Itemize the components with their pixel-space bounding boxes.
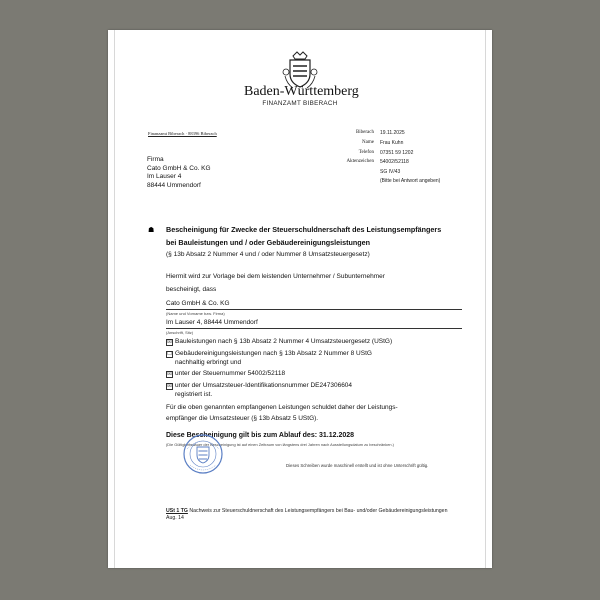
meta-label	[332, 169, 380, 175]
legal-reference: (§ 13b Absatz 2 Nummer 4 und / oder Nummer 8 Umsatzsteuergesetz)	[166, 251, 370, 258]
meta-row-file-number	[332, 159, 409, 165]
checkbox-label: unter der Steuernummer 54002/52118	[175, 370, 286, 377]
certificate-subtitle: bei Bauleistungen und / oder Gebäudereinigungsleistungen	[166, 238, 371, 247]
official-seal-icon	[182, 433, 224, 475]
machine-generated-note: Dieses Schreiben wurde maschinell erstellt und ist ohne Unterschrift gültig.	[286, 463, 429, 468]
intro-text-cont: bescheinigt, dass	[166, 286, 217, 293]
checkbox-cleaning[interactable]: ☐	[167, 351, 172, 357]
intro-text: Hiermit wird zur Vorlage bei dem leistenden Unternehmer / Subunternehmer	[166, 273, 385, 280]
form-edition: Aug. 14	[166, 515, 184, 521]
checkbox-tax-number[interactable]: ☒	[167, 371, 172, 377]
checkbox-label: unter der Umsatzsteuer-Identifikationsnummer DE247306604	[175, 382, 353, 389]
meta-row-date	[332, 130, 405, 136]
meta-row-name	[332, 140, 403, 146]
checkbox-label: Gebäudereinigungsleistungen nach § 13b Absatz 2 Nummer 8 UStG	[175, 350, 372, 357]
company-address: Im Lauser 4, 88444 Ummendorf	[166, 319, 258, 326]
meta-value: 19.11.2025	[380, 130, 405, 136]
certificate-title: Bescheinigung für Zwecke der Steuerschuldnerschaft des Leistungsempfängers	[166, 225, 442, 234]
meta-label: Name	[362, 140, 374, 145]
company-caption: (Name und Vorname bzw. Firma)	[166, 311, 225, 316]
checkbox-label-cont: registriert ist.	[175, 391, 213, 398]
meta-value: 54002/52118	[380, 159, 409, 165]
validity-statement: Diese Bescheinigung gilt bis zum Ablauf des: 31.12.2028	[166, 432, 355, 439]
recipient-line: 88444 Ummendorf	[147, 182, 201, 189]
form-footer	[166, 508, 447, 514]
checkbox-label: Bauleistungen nach § 13b Absatz 2 Nummer 4 Umsatzsteuergesetz (UStG)	[175, 338, 393, 345]
recipient-line: Firma	[147, 156, 164, 163]
checkbox-label-cont: nachhaltig erbringt und	[175, 359, 242, 366]
recipient-line: Im Lauser 4	[147, 173, 182, 180]
company-name: Cato GmbH & Co. KG	[166, 300, 230, 307]
meta-label: Aktenzeichen	[346, 159, 374, 164]
meta-label	[332, 178, 380, 184]
title-bullet-icon: ☗	[148, 227, 155, 234]
conclusion-text-cont: empfänger die Umsatzsteuer (§ 13b Absatz 5 UStG).	[166, 415, 319, 422]
meta-row-phone	[332, 150, 413, 156]
address-underline	[166, 328, 462, 329]
validity-note: (Die Gültigkeitsdauer der Bescheinigung ist auf einen Zeitraum von längstens drei Jahren nach Ausstellungsdatum zu beschränken.)	[166, 442, 394, 447]
form-description: Nachweis zur Steuerschuldnerschaft des Leistungsempfängers bei Bau- und/oder Gebäudereinigungsleistungen	[189, 508, 448, 514]
checkbox-construction[interactable]: ☒	[167, 339, 172, 345]
meta-value: SG IV/43	[380, 169, 401, 175]
address-caption: (Anschrift, Sitz)	[166, 330, 194, 335]
meta-label: Telefon	[358, 150, 374, 155]
checkbox-vat-id[interactable]: ☒	[167, 383, 172, 389]
meta-row-department	[332, 169, 400, 175]
meta-label: Biberach	[355, 130, 374, 135]
sender-line: Finanzamt Biberach · 88396 Biberach	[148, 131, 217, 136]
meta-value: Frau Kuhn	[380, 140, 404, 146]
document-page	[108, 30, 492, 568]
meta-row-reference-note	[332, 178, 440, 184]
meta-value: (Bitte bei Antwort angeben)	[380, 178, 441, 184]
meta-value: 07351 59 1202	[380, 150, 414, 156]
state-name: Baden-Württemberg	[244, 84, 359, 99]
office-name: FINANZAMT BIBERACH	[262, 100, 338, 107]
conclusion-text: Für die oben genannten empfangenen Leistungen schuldet daher der Leistungs-	[166, 404, 398, 411]
form-id: USt 1 TG	[166, 508, 188, 514]
recipient-line: Cato GmbH & Co. KG	[147, 165, 211, 172]
company-underline	[166, 309, 462, 310]
